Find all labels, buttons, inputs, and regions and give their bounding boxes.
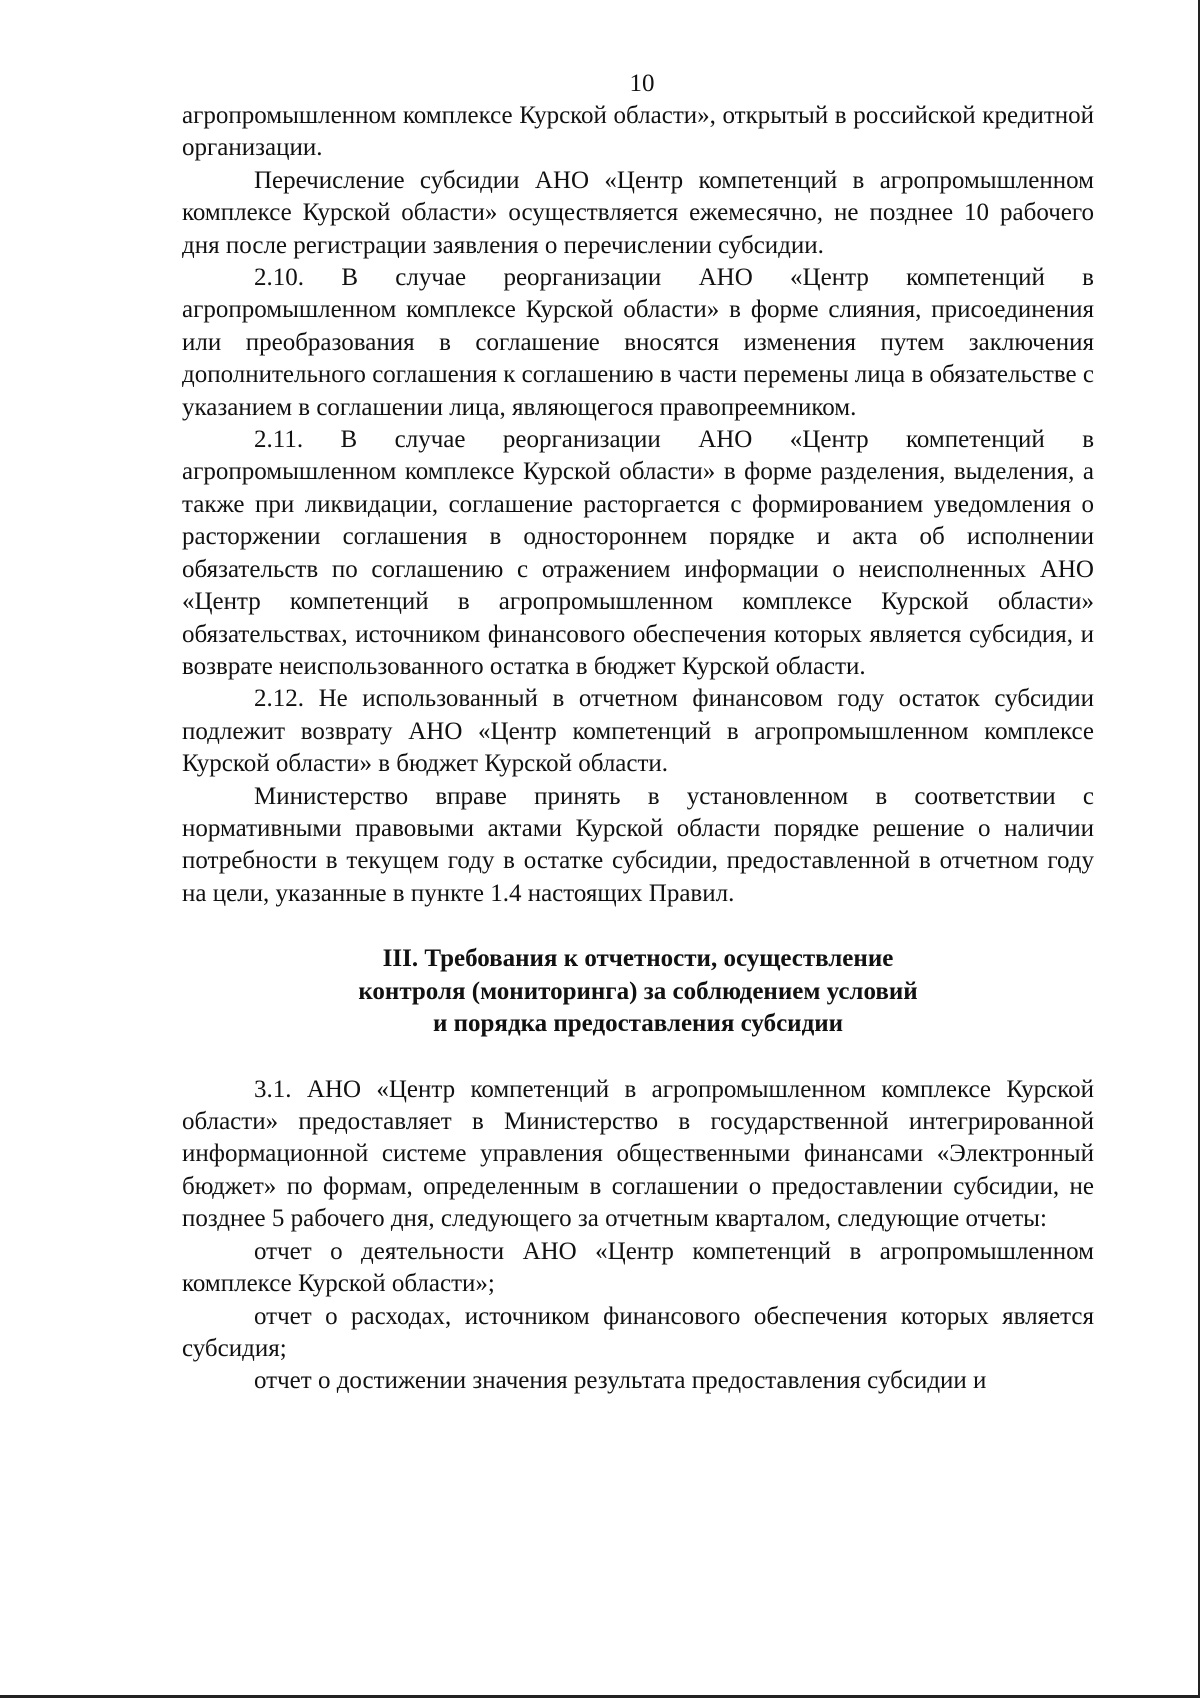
document-page <box>182 68 1094 1398</box>
paragraph: отчет о расходах, источником финансового обеспечения которых является субсидия; <box>182 1302 1094 1362</box>
paragraphs-after-section <box>182 1074 1094 1398</box>
paragraph-clause-2-11: 2.11. В случае реорганизации АНО «Центр компетенций в агропромышленном комплексе Курской области» в форме разделения, выделения, а также при ликвидации, соглашение расторгается с формированием уведомления о расторжении соглашения в одностороннем порядке и акта об исполнении обязательств по соглашению с отражением информации о неисполненных АНО «Центр компетенций в агропромышленном комплексе Курской области» обязательствах, источником финансового обеспечения которых является субсидия, и возврате неиспользованного остатка в бюджет Курской области. <box>182 426 1094 680</box>
paragraphs-before-section <box>182 100 1094 910</box>
paragraph-clause-3-1: 3.1. АНО «Центр компетенций в агропромышленном комплексе Курской области» предоставляет в Министерство в государственной интегрированной информационной системе управления общественными финансами «Электронный бюджет» по формам, определенным в соглашении о предоставлении субсидии, не позднее 5 рабочего дня, следующего за отчетным кварталом, следующие отчеты: <box>182 1075 1094 1233</box>
paragraph: отчет о деятельности АНО «Центр компетенций в агропромышленном комплексе Курской области»; <box>182 1237 1094 1298</box>
paragraph-clause-2-10: 2.10. В случае реорганизации АНО «Центр компетенций в агропромышленном комплексе Курской области» в форме слияния, присоединения или преобразования в соглашение вносятся изменения путем заключения дополнительного соглашения к соглашению в части перемены лица в обязательстве с указанием в соглашении лица, являющегося правопреемником. <box>182 264 1094 421</box>
section-heading: III. Требования к отчетности, осуществление контроля (мониторинга) за соблюдением условий и порядка предоставления субсидии <box>358 945 918 1038</box>
paragraph: Перечисление субсидии АНО «Центр компетенций в агропромышленном комплексе Курской области» осуществляется ежемесячно, не позднее 10 рабочего дня после регистрации заявления о перечислении субсидии. <box>182 166 1094 259</box>
paragraph: Министерство вправе принять в установленном в соответствии с нормативными правовыми актами Курской области порядке решение о наличии потребности в текущем году в остатке субсидии, предоставленной в отчетном году на цели, указанные в пункте 1.4 настоящих Правил. <box>182 782 1094 907</box>
paragraph-clause-2-12: 2.12. Не использованный в отчетном финансовом году остаток субсидии подлежит возврату АНО «Центр компетенций в агропромышленном комплексе Курской области» в бюджет Курской области. <box>182 685 1094 778</box>
paragraph: агропромышленном комплексе Курской области», открытый в российской кредитной организации. <box>182 102 1094 162</box>
paragraph: отчет о достижении значения результата предоставления субсидии и <box>254 1367 987 1395</box>
page-number: 10 <box>629 70 655 97</box>
